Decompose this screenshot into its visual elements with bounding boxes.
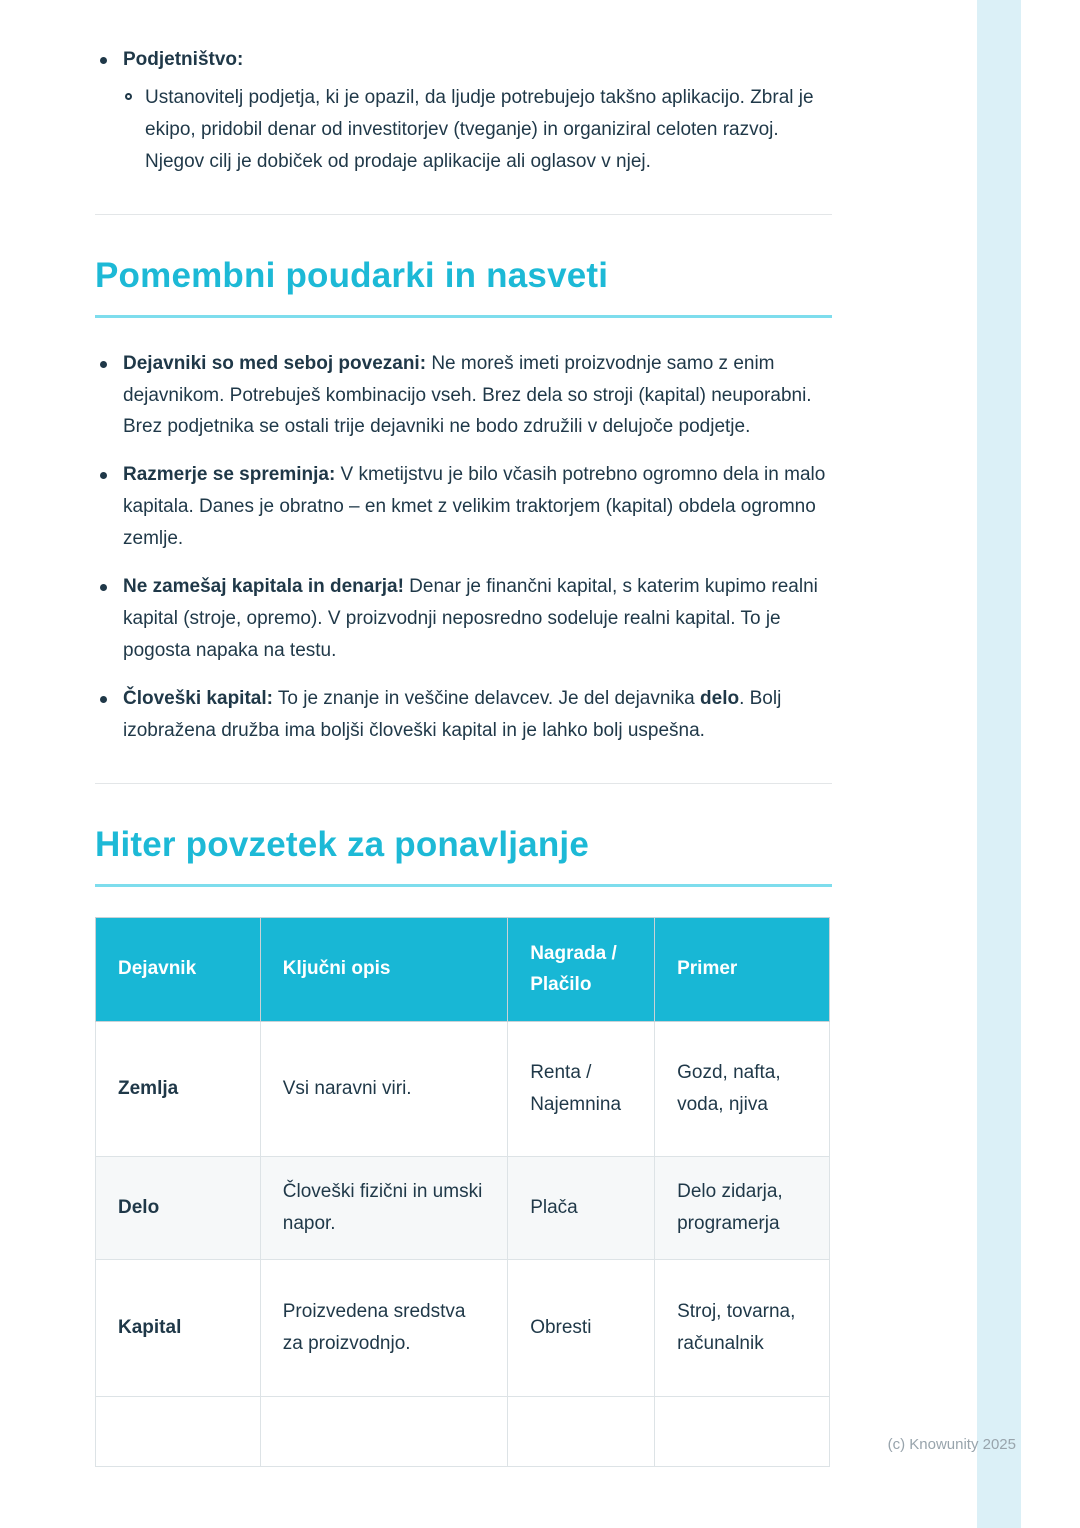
cell-example: Delo zidarja, programerja — [655, 1156, 830, 1259]
bullet-lead: Razmerje se spreminja: — [123, 464, 336, 486]
divider — [95, 214, 832, 215]
section1-underline — [95, 315, 832, 318]
cell-factor: Zemlja — [96, 1021, 261, 1156]
bullet-tail: . Bolj izobražena družba ima boljši človeški kapital in je lahko bolj uspešna. — [123, 687, 782, 741]
list-item — [95, 44, 832, 76]
intro-sub-bullet-text: Ustanovitelj podjetja, ki je opazil, da ljudje potrebujejo takšno aplikacijo. Zbral je ekipo, pridobil denar od investitorjev (tveganje) in organiziral celoten razvoj. Njegov cilj je dobiček od prodaje aplikacije ali oglasov v njej. — [145, 86, 814, 172]
bullet-lead: Ne zamešaj kapitala in denarja! — [123, 576, 404, 598]
bullet-text — [123, 459, 832, 555]
table-header-primer: Primer — [655, 917, 830, 1021]
bullet-bold-word: delo — [700, 687, 740, 709]
bullet-lead: Dejavniki so med seboj povezani: — [123, 352, 427, 374]
bullet-dot-icon — [100, 57, 107, 64]
page-edge-stripe — [977, 0, 1021, 1528]
list-item — [125, 82, 832, 178]
bullet-text — [123, 683, 832, 747]
table-header-dejavnik: Dejavnik — [96, 917, 261, 1021]
bullet-body: To je znanje in veščine delavcev. Je del dejavnika — [272, 687, 701, 709]
cell-reward: Plača — [508, 1156, 655, 1259]
cell-factor: Kapital — [96, 1259, 261, 1396]
cell-empty — [96, 1396, 261, 1466]
table-header-row — [96, 917, 830, 1021]
cell-example: Stroj, tovarna, računalnik — [655, 1259, 830, 1396]
cell-empty — [655, 1396, 830, 1466]
cell-reward: Obresti — [508, 1259, 655, 1396]
bullet-dot-icon — [100, 361, 107, 368]
table-header-kljucni-opis: Ključni opis — [260, 917, 507, 1021]
bullet-circle-icon — [125, 93, 132, 100]
bullet-body: Ne moreš imeti proizvodnje samo z enim dejavnikom. Potrebuješ kombinacijo vseh. Brez dela so stroji (kapital) neuporabni. Brez podjetnika se ostali trije dejavniki ne bodo združili v delujoče podjetje. — [123, 352, 812, 438]
section1-title: Pomembni poudarki in nasveti — [95, 255, 609, 295]
bullet-lead: Človeški kapital: — [123, 687, 273, 709]
bullet-body: V kmetijstvu je bilo včasih potrebno ogromno dela in malo kapitala. Danes je obratno – en kmet z velikim traktorjem (kapital) obdela ogromno zemlje. — [123, 464, 826, 550]
section2-title: Hiter povzetek za ponavljanje — [95, 824, 590, 864]
cell-factor: Delo — [96, 1156, 261, 1259]
divider — [95, 783, 832, 784]
bullet-dot-icon — [100, 472, 107, 479]
content-area — [95, 44, 832, 1467]
intro-list — [95, 44, 832, 178]
list-item — [95, 348, 832, 444]
section1-list — [95, 348, 832, 747]
summary-table — [95, 917, 830, 1467]
cell-empty — [508, 1396, 655, 1466]
table-row — [96, 1156, 830, 1259]
cell-example: Gozd, nafta, voda, njiva — [655, 1021, 830, 1156]
list-item — [95, 683, 832, 747]
bullet-text — [123, 571, 832, 667]
section2-underline — [95, 884, 832, 887]
table-row-partial — [96, 1396, 830, 1466]
watermark: (c) Knowunity 2025 — [887, 1436, 1016, 1453]
bullet-dot-icon — [100, 584, 107, 591]
cell-reward: Renta / Najemnina — [508, 1021, 655, 1156]
table-row — [96, 1021, 830, 1156]
bullet-text — [123, 348, 832, 444]
table-row — [96, 1259, 830, 1396]
intro-lead: Podjetništvo: — [123, 49, 244, 70]
cell-desc: Proizvedena sredstva za proizvodnjo. — [260, 1259, 507, 1396]
cell-desc: Vsi naravni viri. — [260, 1021, 507, 1156]
table-header-nagrada-placilo: Nagrada / Plačilo — [508, 917, 655, 1021]
bullet-body: Denar je finančni kapital, s katerim kupimo realni kapital (stroje, opremo). V proizvodnji neposredno sodeluje realni kapital. To je pogosta napaka na testu. — [123, 576, 818, 661]
cell-empty — [260, 1396, 507, 1466]
bullet-dot-icon — [100, 696, 107, 703]
cell-desc: Človeški fizični in umski napor. — [260, 1156, 507, 1259]
list-item — [95, 459, 832, 555]
list-item — [95, 571, 832, 667]
